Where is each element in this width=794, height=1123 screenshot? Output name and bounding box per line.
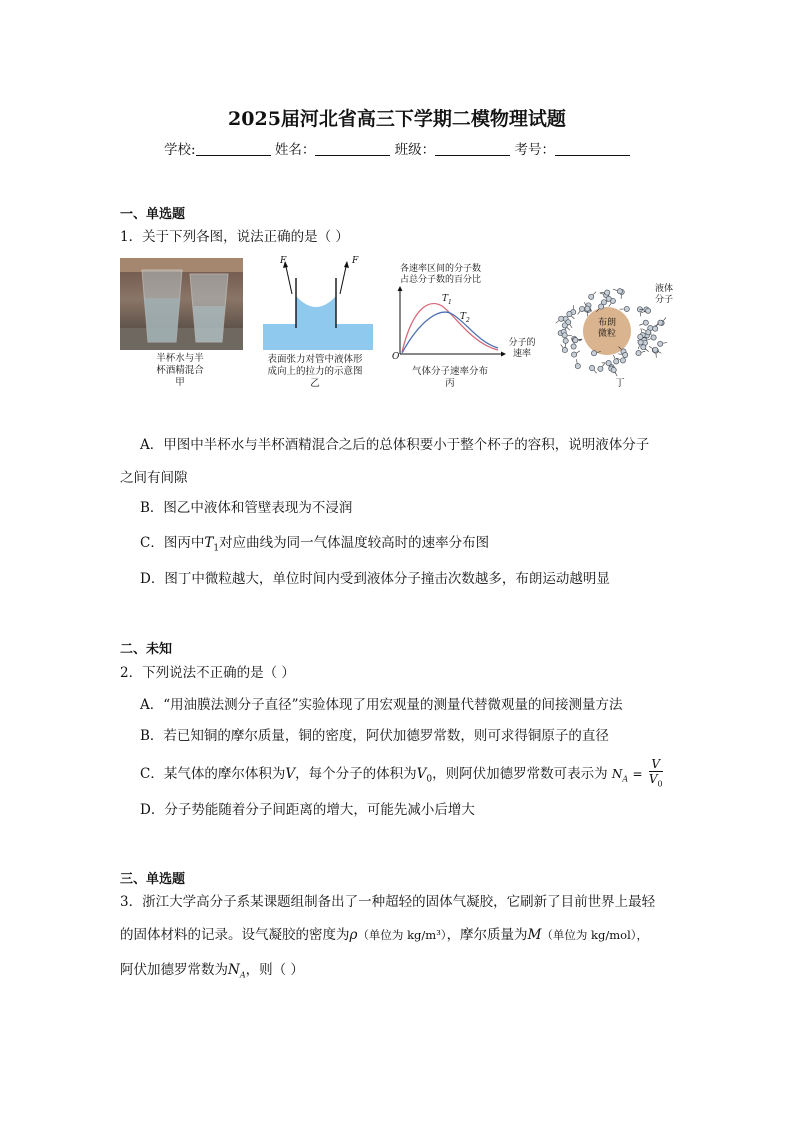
molecule-velocity-arrow xyxy=(577,351,580,353)
liquid-molecule xyxy=(646,308,651,313)
liquid-molecule xyxy=(617,289,622,294)
liquid-molecule xyxy=(623,352,628,357)
exam-no-label: 考号： xyxy=(514,142,555,158)
molecule-velocity-arrow xyxy=(646,349,649,352)
liquid-molecule xyxy=(653,347,658,352)
section-heading-2: 二、未知 xyxy=(120,642,173,657)
liquid-molecule xyxy=(590,365,595,370)
liquid-molecule xyxy=(563,338,568,343)
question-3-line1: 3．浙江大学高分子系某课题组制备出了一种超轻的固体气凝胶，它刷新了目前世界上最轻 xyxy=(120,894,656,910)
liquid-molecule xyxy=(653,326,658,331)
liquid-molecule xyxy=(658,341,663,346)
molecule-velocity-arrow xyxy=(584,302,586,306)
question-2-option-d[interactable]: D．分子势能随着分子间距离的增大，可能先减小后增大 xyxy=(140,802,475,818)
molecule-velocity-arrow xyxy=(602,363,605,366)
question-3-line3: 阿伏加德罗常数为$N_A$，则（ ） xyxy=(120,962,304,980)
liquid-molecule xyxy=(611,367,616,372)
liquid-molecule xyxy=(562,348,567,353)
liquid-molecule xyxy=(559,316,564,321)
molecule-velocity-arrow xyxy=(593,292,596,295)
molecule-velocity-arrow xyxy=(567,328,570,331)
liquid-molecule xyxy=(646,330,651,335)
molecule-velocity-arrow xyxy=(587,312,588,316)
figure-jia-caption-line1: 半杯水与半 xyxy=(156,353,204,364)
figure-ding-liquid-line1: 液体 xyxy=(654,284,673,294)
molecule-velocity-arrow xyxy=(615,373,617,377)
liquid-molecule xyxy=(562,323,567,328)
molecule-velocity-arrow xyxy=(556,321,559,324)
figure-yi-diagram xyxy=(258,256,378,354)
molecule-velocity-arrow xyxy=(613,355,615,359)
question-1-option-b[interactable]: B．图乙中液体和管壁表现为不浸润 xyxy=(140,500,353,516)
figure-bing-origin: O xyxy=(392,352,400,362)
liquid-molecule xyxy=(591,351,596,356)
figure-yi-force-right: F xyxy=(352,256,359,266)
figure-bing-graph xyxy=(392,262,542,368)
figure-jia-caption xyxy=(135,353,225,389)
molecule-velocity-arrow xyxy=(641,312,645,313)
molecule-velocity-arrow xyxy=(609,303,611,306)
liquid-molecule xyxy=(620,358,625,363)
molecule-velocity-arrow xyxy=(649,346,652,348)
page-title: 2025届河北省高三下学期二模物理试题 xyxy=(228,108,566,130)
figure-bing-ylabel-line2: 占总分子数的百分比 xyxy=(400,275,482,285)
question-1-option-a-line1[interactable]: A．甲图中半杯水与半杯酒精混合之后的总体积要小于整个杯子的容积，说明液体分子 xyxy=(140,437,650,453)
molecule-velocity-arrow xyxy=(613,289,617,290)
liquid-molecule xyxy=(614,359,619,364)
class-label: 班级： xyxy=(394,142,436,158)
molecule-velocity-arrow xyxy=(572,316,575,319)
figure-bing-label: 丙 xyxy=(445,378,455,389)
figure-ding-particle-line2: 微粒 xyxy=(597,329,616,339)
figure-bing-xlabel-line1: 分子的 xyxy=(508,338,536,348)
figure-jia-photo xyxy=(120,258,243,350)
question-1-option-d[interactable]: D．图丁中微粒越大，单位时间内受到液体分子撞击次数越多，布朗运动越明显 xyxy=(140,571,610,587)
molecule-velocity-arrow xyxy=(594,370,597,373)
molecule-velocity-arrow xyxy=(663,343,667,344)
question-2-stem: 2．下列说法不正确的是（ ） xyxy=(120,665,295,681)
molecule-velocity-arrow xyxy=(570,325,572,328)
liquid-molecule xyxy=(579,306,584,311)
section-heading-1: 一、单选题 xyxy=(120,207,186,222)
question-2-option-b[interactable]: B．若已知铜的摩尔质量，铜的密度，阿伏加德罗常数，则可求得铜原子的直径 xyxy=(140,728,609,744)
figure-bing-ylabel-line1: 各速率区间的分子数 xyxy=(400,264,482,274)
liquid-molecule xyxy=(562,333,567,338)
figure-yi-caption-line1: 表面张力对管中液体形 xyxy=(267,354,363,365)
molecule-velocity-arrow xyxy=(641,328,642,332)
molecule-velocity-arrow xyxy=(638,345,639,349)
figure-bing-caption-text: 气体分子速率分布 xyxy=(411,366,488,377)
liquid-molecule xyxy=(585,306,590,311)
figure-jia-label: 甲 xyxy=(175,377,185,388)
liquid-molecule xyxy=(599,304,604,309)
liquid-molecule xyxy=(636,351,641,356)
student-info-line xyxy=(0,138,794,158)
molecule-velocity-arrow xyxy=(578,311,581,314)
figure-yi-label: 乙 xyxy=(310,378,320,389)
question-1-option-c[interactable]: C．图丙中$T_1$对应曲线为同一气体温度较高时的速率分布图 xyxy=(140,535,490,554)
name-label: 姓名： xyxy=(274,142,316,158)
liquid-molecule xyxy=(651,335,656,340)
figure-bing-xlabel-line2: 速率 xyxy=(512,349,531,359)
question-3-line2: 的固体材料的记录。设气凝胶的密度为ρ（单位为 kg/m³），摩尔质量为M（单位为 kg/mol）， xyxy=(120,927,649,943)
liquid-molecule xyxy=(575,364,580,369)
liquid-molecule xyxy=(571,344,576,349)
molecule-velocity-arrow xyxy=(639,324,643,326)
liquid-molecule xyxy=(606,296,611,301)
liquid-molecule xyxy=(573,338,578,343)
liquid-molecule xyxy=(624,306,629,311)
liquid-molecule xyxy=(598,366,603,371)
molecule-velocity-arrow xyxy=(618,354,622,355)
figure-jia-caption-line2: 杯酒精混合 xyxy=(156,365,204,376)
question-2-option-a[interactable]: A．“用油膜法测分子直径”实验体现了用宏观量的测量代替微观量的间接测量方法 xyxy=(140,697,623,713)
liquid-molecule xyxy=(637,307,642,312)
figure-bing-t2: $T_2$ xyxy=(460,312,470,324)
exam-no-blank[interactable] xyxy=(555,143,630,156)
question-1-stem: 1．关于下列各图，说法正确的是（ ） xyxy=(120,229,349,245)
figure-yi-caption xyxy=(255,354,375,390)
figure-bing-caption xyxy=(405,366,495,390)
section-heading-3: 三、单选题 xyxy=(120,872,186,887)
figure-ding-label: 丁 xyxy=(615,378,625,389)
figure-ding-particle-line1: 布朗 xyxy=(597,318,616,328)
figure-ding-liquid-line2: 分子 xyxy=(654,295,673,305)
figure-yi-caption-line2: 成向上的拉力的示意图 xyxy=(267,366,363,377)
liquid-molecule xyxy=(567,311,572,316)
name-blank[interactable] xyxy=(315,143,390,156)
liquid-molecule xyxy=(605,290,610,295)
figure-bing-t1: $T_1$ xyxy=(442,294,452,306)
molecule-velocity-arrow xyxy=(642,329,645,331)
liquid-molecule xyxy=(643,320,648,325)
molecule-velocity-arrow xyxy=(658,351,662,353)
question-1-option-a-line2[interactable]: 之间有间隙 xyxy=(120,470,188,486)
molecule-velocity-arrow xyxy=(664,318,667,321)
molecule-velocity-arrow xyxy=(600,293,604,294)
molecule-velocity-arrow xyxy=(647,339,651,341)
question-2-option-c[interactable]: C．某气体的摩尔体积为V，每个分子的体积为$V_0$，则阿伏加德罗常数可表示为 $N_A$ = $\frac{V}{V_0}$ xyxy=(140,756,663,798)
liquid-molecule xyxy=(638,340,643,345)
figure-yi-force-left: F xyxy=(280,256,287,266)
school-blank[interactable] xyxy=(196,143,271,156)
liquid-molecule xyxy=(589,294,594,299)
molecule-velocity-arrow xyxy=(641,351,645,352)
avogadro-fraction: $\frac{V}{V_0}$ xyxy=(648,757,663,789)
liquid-molecule xyxy=(641,345,646,350)
molecule-velocity-arrow xyxy=(561,345,563,348)
school-label: 学校: xyxy=(164,142,196,158)
molecule-velocity-arrow xyxy=(576,359,577,363)
class-blank[interactable] xyxy=(435,143,510,156)
liquid-molecule xyxy=(572,352,577,357)
